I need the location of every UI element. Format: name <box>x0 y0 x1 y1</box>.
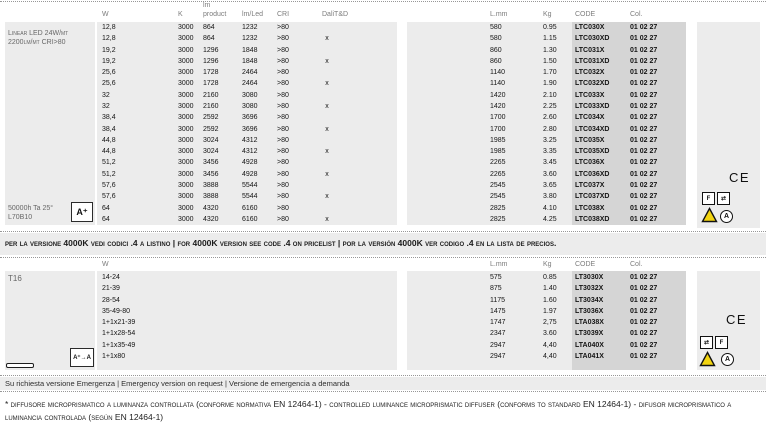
code-value: LTC033X <box>575 91 605 99</box>
length-value: 1985 <box>490 136 506 144</box>
cri-value: >80 <box>277 91 289 99</box>
dali-mark: x <box>325 80 329 88</box>
weight-value: 1.70 <box>543 69 557 77</box>
table-row <box>97 283 686 294</box>
lm-product-value: 3456 <box>203 159 219 167</box>
color-value: 01 02 27 <box>630 274 658 281</box>
color-value: 01 02 27 <box>630 91 658 99</box>
dali-mark: x <box>325 102 329 110</box>
lm-product-value: 3888 <box>203 193 219 201</box>
lm-product-value: 4320 <box>203 215 219 223</box>
table-row <box>97 169 686 180</box>
code-value: LTC034XD <box>575 125 610 133</box>
product-name-line1: Linear LED 24W/mt <box>8 30 69 37</box>
table-row <box>97 45 686 56</box>
code-value: LTC037X <box>575 181 605 189</box>
table-row <box>97 101 686 112</box>
length-value: 1985 <box>490 148 506 156</box>
color-value: 01 02 27 <box>630 35 658 43</box>
ce-mark-icon: CE <box>729 170 751 185</box>
warning-triangle-icon <box>701 207 718 223</box>
color-value: 01 02 27 <box>630 285 658 293</box>
cri-value: >80 <box>277 181 289 189</box>
k-value: 3000 <box>178 181 194 189</box>
k-value: 3000 <box>178 35 194 43</box>
color-value: 01 02 27 <box>630 159 658 167</box>
weight-value: 3.60 <box>543 330 557 338</box>
weight-value: 2,75 <box>543 319 557 326</box>
cri-value: >80 <box>277 215 289 223</box>
lm-led-value: 3696 <box>242 125 258 133</box>
length-value: 860 <box>490 57 502 65</box>
product-name-line2: 2200lm/mt CRI>80 <box>8 39 66 46</box>
k-value: 3000 <box>178 91 194 99</box>
lm-product-value: 2160 <box>203 91 219 99</box>
divider-above-emergency <box>0 375 766 376</box>
dali-mark: x <box>325 215 329 223</box>
code-value: LTA040X <box>575 341 604 349</box>
length-value: 2347 <box>490 330 506 338</box>
code-value: LTC035X <box>575 136 605 144</box>
k-value: 3000 <box>178 159 194 167</box>
lm-led-value: 2464 <box>242 69 258 77</box>
k-value: 3000 <box>178 204 194 212</box>
lm-product-value: 3024 <box>203 148 219 156</box>
cri-value: >80 <box>277 69 289 77</box>
col-header-kg: Kg <box>543 11 552 18</box>
weight-value: 3.65 <box>543 181 557 189</box>
k-value: 3000 <box>178 215 194 223</box>
col-header-w-2: W <box>102 261 109 268</box>
col-header-col: Col. <box>630 11 643 18</box>
lm-product-value: 1296 <box>203 46 219 54</box>
divider-below-note <box>0 257 766 258</box>
divider-above-note <box>0 231 766 232</box>
table-row <box>97 328 686 339</box>
table-row <box>97 33 686 44</box>
divider-below-emergency <box>0 391 766 392</box>
table-row <box>97 112 686 123</box>
w-value: 21-39 <box>102 285 120 293</box>
color-value: 01 02 27 <box>630 319 658 326</box>
col-header-dali: DaliT&D <box>322 11 349 18</box>
lm-product-value: 4320 <box>203 204 219 212</box>
dali-mark: x <box>325 193 329 201</box>
length-value: 1175 <box>490 296 506 304</box>
w-value: 19,2 <box>102 57 116 65</box>
lm-led-value: 3080 <box>242 102 258 110</box>
color-value: 01 02 27 <box>630 352 658 360</box>
color-value: 01 02 27 <box>630 57 658 65</box>
length-value: 2265 <box>490 170 506 178</box>
col-header-k: K <box>178 11 183 18</box>
lm-led-value: 6160 <box>242 215 258 223</box>
color-value: 01 02 27 <box>630 114 658 122</box>
weight-value: 2.80 <box>543 125 557 133</box>
lm-led-value: 1848 <box>242 46 258 54</box>
w-value: 44,8 <box>102 148 116 156</box>
table-row <box>97 157 686 168</box>
weight-value: 3.25 <box>543 136 557 144</box>
col-header-cri: CRI <box>277 11 290 18</box>
lm-product-value: 2160 <box>203 102 219 110</box>
lm-product-value: 3888 <box>203 181 219 189</box>
f-symbol-icon: F <box>715 336 728 349</box>
w-value: 1+1x35-49 <box>102 341 136 349</box>
w-value: 12,8 <box>102 35 116 43</box>
table-row <box>97 67 686 78</box>
w-value: 64 <box>102 204 110 212</box>
code-value: LTC037XD <box>575 193 610 201</box>
color-value: 01 02 27 <box>630 125 658 133</box>
length-value: 580 <box>490 24 502 31</box>
product-name-t16: T16 <box>8 274 22 283</box>
lm-product-value: 2592 <box>203 125 219 133</box>
k-value: 3000 <box>178 57 194 65</box>
dali-mark: x <box>325 35 329 43</box>
code-value: LTC034X <box>575 114 605 122</box>
weight-value: 0.95 <box>543 24 557 31</box>
weight-value: 3.45 <box>543 159 557 167</box>
table-row <box>97 135 686 146</box>
w-value: 44,8 <box>102 136 116 144</box>
diffuser-footnote: * diffusore microprismatico a luminanza controllata (conforme normativa EN 12464-1) - controlled luminance microprismatic diffuser (conforms to standard EN 12464-1) - difusor microprismatico a luminancia controlada (según EN 12464-1) <box>5 399 732 422</box>
w-value: 64 <box>102 215 110 223</box>
k-value: 3000 <box>178 148 194 156</box>
w-value: 32 <box>102 102 110 110</box>
lm-led-value: 4312 <box>242 148 258 156</box>
dali-mark: x <box>325 57 329 65</box>
lifetime-line1: 50000h Ta 25° <box>8 205 54 212</box>
table-row <box>97 272 686 283</box>
cri-value: >80 <box>277 125 289 133</box>
weight-value: 3.60 <box>543 170 557 178</box>
w-value: 57,6 <box>102 181 116 189</box>
lamp-profile-drawing <box>6 363 34 368</box>
length-value: 1700 <box>490 125 506 133</box>
k-value: 3000 <box>178 80 194 88</box>
table-row <box>97 351 686 362</box>
weight-value: 1.97 <box>543 307 557 315</box>
emergency-note-text: Su richiesta versione Emergenza | Emergency version on request | Versione de emergencia a demanda <box>5 379 350 388</box>
cri-value: >80 <box>277 46 289 54</box>
col-header-lm-led: lm/Led <box>242 11 264 18</box>
col-header-w: W <box>102 11 109 18</box>
divider-top <box>0 1 766 2</box>
length-value: 575 <box>490 274 502 281</box>
k-value: 3000 <box>178 46 194 54</box>
weight-value: 1.15 <box>543 35 557 43</box>
cri-value: >80 <box>277 35 289 43</box>
table-row <box>97 191 686 202</box>
lm-product-value: 864 <box>203 24 215 31</box>
lm-led-value: 3696 <box>242 114 258 122</box>
length-value: 1747 <box>490 319 506 326</box>
table-row <box>97 203 686 214</box>
color-value: 01 02 27 <box>630 148 658 156</box>
col-header-col-2: Col. <box>630 261 643 268</box>
w-value: 35-49-80 <box>102 307 131 315</box>
k-value: 3000 <box>178 125 194 133</box>
lm-product-value: 1728 <box>203 80 219 88</box>
code-value: LTA041X <box>575 352 604 360</box>
lm-led-value: 2464 <box>242 80 258 88</box>
weight-value: 0.85 <box>543 274 557 281</box>
weight-value: 4.25 <box>543 215 557 223</box>
length-value: 2545 <box>490 181 506 189</box>
lm-product-value: 864 <box>203 35 215 43</box>
warning-triangle-icon <box>699 351 716 367</box>
w-value: 1+1x80 <box>102 352 126 360</box>
length-value: 875 <box>490 285 502 293</box>
lm-led-value: 4928 <box>242 170 258 178</box>
weight-value: 3.35 <box>543 148 557 156</box>
cri-value: >80 <box>277 159 289 167</box>
lm-led-value: 1232 <box>242 35 258 43</box>
color-value: 01 02 27 <box>630 215 658 223</box>
lifetime-line2: L70B10 <box>8 214 33 221</box>
code-value: LTC033XD <box>575 102 610 110</box>
table-row <box>97 146 686 157</box>
cri-value: >80 <box>277 102 289 110</box>
col-header-lm-product-top: lm <box>203 2 211 9</box>
cri-value: >80 <box>277 24 289 31</box>
cri-value: >80 <box>277 80 289 88</box>
circle-a-icon: A <box>721 353 734 366</box>
length-value: 580 <box>490 35 502 43</box>
dali-mark: x <box>325 170 329 178</box>
k-value: 3000 <box>178 114 194 122</box>
table-row <box>97 317 686 328</box>
cri-value: >80 <box>277 114 289 122</box>
col-header-lmm: L.mm <box>490 11 508 18</box>
w-value: 1+1x28-54 <box>102 330 136 338</box>
color-value: 01 02 27 <box>630 307 658 315</box>
w-value: 38,4 <box>102 114 116 122</box>
col-header-kg-2: Kg <box>543 261 552 268</box>
cri-value: >80 <box>277 148 289 156</box>
table-row <box>97 180 686 191</box>
cri-value: >80 <box>277 204 289 212</box>
code-value: LT3039X <box>575 330 604 338</box>
length-value: 860 <box>490 46 502 54</box>
code-value: LTC038XD <box>575 215 610 223</box>
weight-value: 1.60 <box>543 296 557 304</box>
code-value: LTC036XD <box>575 170 610 178</box>
code-value: LTC032XD <box>575 80 610 88</box>
lm-product-value: 3024 <box>203 136 219 144</box>
color-value: 01 02 27 <box>630 136 658 144</box>
length-value: 1475 <box>490 307 506 315</box>
lm-led-value: 1848 <box>242 57 258 65</box>
w-value: 32 <box>102 91 110 99</box>
lm-led-value: 1232 <box>242 24 258 31</box>
length-value: 2265 <box>490 159 506 167</box>
code-value: LTC032X <box>575 69 605 77</box>
length-value: 1140 <box>490 80 506 88</box>
cri-value: >80 <box>277 170 289 178</box>
section1-label-block <box>5 22 95 225</box>
code-value: LTC038X <box>575 204 605 212</box>
cri-value: >80 <box>277 193 289 201</box>
table-row <box>97 124 686 135</box>
code-value: LTC030X <box>575 24 605 31</box>
table-row <box>97 295 686 306</box>
w-value: 25,6 <box>102 69 116 77</box>
table-row <box>97 56 686 67</box>
code-value: LT3036X <box>575 307 604 315</box>
color-value: 01 02 27 <box>630 80 658 88</box>
energy-range-badge: A⁺→A <box>70 348 94 367</box>
weight-value: 2.25 <box>543 102 557 110</box>
color-value: 01 02 27 <box>630 102 658 110</box>
weight-value: 4.10 <box>543 204 557 212</box>
weight-value: 1.30 <box>543 46 557 54</box>
code-value: LT3034X <box>575 296 604 304</box>
lm-led-value: 6160 <box>242 204 258 212</box>
w-value: 1+1x21-39 <box>102 319 136 326</box>
code-value: LT3030X <box>575 274 604 281</box>
length-value: 1140 <box>490 69 506 77</box>
weight-value: 4,40 <box>543 341 557 349</box>
lm-led-value: 3080 <box>242 91 258 99</box>
k-value: 3000 <box>178 170 194 178</box>
weight-value: 1.50 <box>543 57 557 65</box>
col-header-code: CODE <box>575 11 596 18</box>
color-value: 01 02 27 <box>630 24 658 31</box>
code-value: LTC030XD <box>575 35 610 43</box>
col-header-lmm-2: L.mm <box>490 261 508 268</box>
section1-table <box>97 22 686 225</box>
color-value: 01 02 27 <box>630 330 658 338</box>
w-value: 12,8 <box>102 24 116 31</box>
double-arrow-icon: ⇄ <box>717 192 730 205</box>
weight-value: 2.10 <box>543 91 557 99</box>
table-row <box>97 90 686 101</box>
length-value: 1700 <box>490 114 506 122</box>
lm-product-value: 2592 <box>203 114 219 122</box>
w-value: 14-24 <box>102 274 120 281</box>
lm-product-value: 1296 <box>203 57 219 65</box>
k-value: 3000 <box>178 136 194 144</box>
code-value: LTC031X <box>575 46 605 54</box>
col-header-lm-product: product <box>203 11 227 18</box>
k-value: 3000 <box>178 193 194 201</box>
note-4000k-text: per la versione 4000K vedi codici .4 a listino | for 4000K version see code .4 on pricelist | por la versión 4000K ver codigo .4 en la lista de precios. <box>5 238 557 248</box>
color-value: 01 02 27 <box>630 193 658 201</box>
code-value: LT3032X <box>575 285 604 293</box>
length-value: 2947 <box>490 341 506 349</box>
length-value: 1420 <box>490 102 506 110</box>
length-value: 1420 <box>490 91 506 99</box>
weight-value: 3.80 <box>543 193 557 201</box>
length-value: 2947 <box>490 352 506 360</box>
dali-mark: x <box>325 148 329 156</box>
k-value: 3000 <box>178 69 194 77</box>
k-value: 3000 <box>178 102 194 110</box>
code-value: LTA038X <box>575 319 604 326</box>
k-value: 3000 <box>178 24 194 31</box>
length-value: 2545 <box>490 193 506 201</box>
table-row <box>97 214 686 225</box>
lm-led-value: 4928 <box>242 159 258 167</box>
color-value: 01 02 27 <box>630 69 658 77</box>
weight-value: 1.40 <box>543 285 557 293</box>
ce-mark-icon: CE <box>726 312 748 327</box>
double-arrow-icon: ⇄ <box>700 336 713 349</box>
table-row <box>97 340 686 351</box>
code-value: LTC031XD <box>575 57 610 65</box>
weight-value: 1.90 <box>543 80 557 88</box>
circle-a-icon: A <box>720 210 733 223</box>
table-row <box>97 78 686 89</box>
color-value: 01 02 27 <box>630 46 658 54</box>
color-value: 01 02 27 <box>630 204 658 212</box>
lm-led-value: 5544 <box>242 181 258 189</box>
w-value: 19,2 <box>102 46 116 54</box>
length-value: 2825 <box>490 204 506 212</box>
color-value: 01 02 27 <box>630 181 658 189</box>
w-value: 28-54 <box>102 296 120 304</box>
w-value: 38,4 <box>102 125 116 133</box>
color-value: 01 02 27 <box>630 341 658 349</box>
table-row <box>97 22 686 33</box>
lm-product-value: 1728 <box>203 69 219 77</box>
w-value: 51,2 <box>102 170 116 178</box>
color-value: 01 02 27 <box>630 296 658 304</box>
dali-mark: x <box>325 125 329 133</box>
lm-led-value: 5544 <box>242 193 258 201</box>
code-value: LTC035XD <box>575 148 610 156</box>
w-value: 57,6 <box>102 193 116 201</box>
table-row <box>97 306 686 317</box>
length-value: 2825 <box>490 215 506 223</box>
cri-value: >80 <box>277 57 289 65</box>
code-value: LTC036X <box>575 159 605 167</box>
lm-product-value: 3456 <box>203 170 219 178</box>
w-value: 51,2 <box>102 159 116 167</box>
weight-value: 2.60 <box>543 114 557 122</box>
f-symbol-icon: F <box>702 192 715 205</box>
col-header-code-2: CODE <box>575 261 596 268</box>
weight-value: 4,40 <box>543 352 557 360</box>
section2-table <box>97 272 686 362</box>
color-value: 01 02 27 <box>630 170 658 178</box>
lm-led-value: 4312 <box>242 136 258 144</box>
energy-class-badge: A⁺ <box>71 202 93 222</box>
w-value: 25,6 <box>102 80 116 88</box>
cri-value: >80 <box>277 136 289 144</box>
